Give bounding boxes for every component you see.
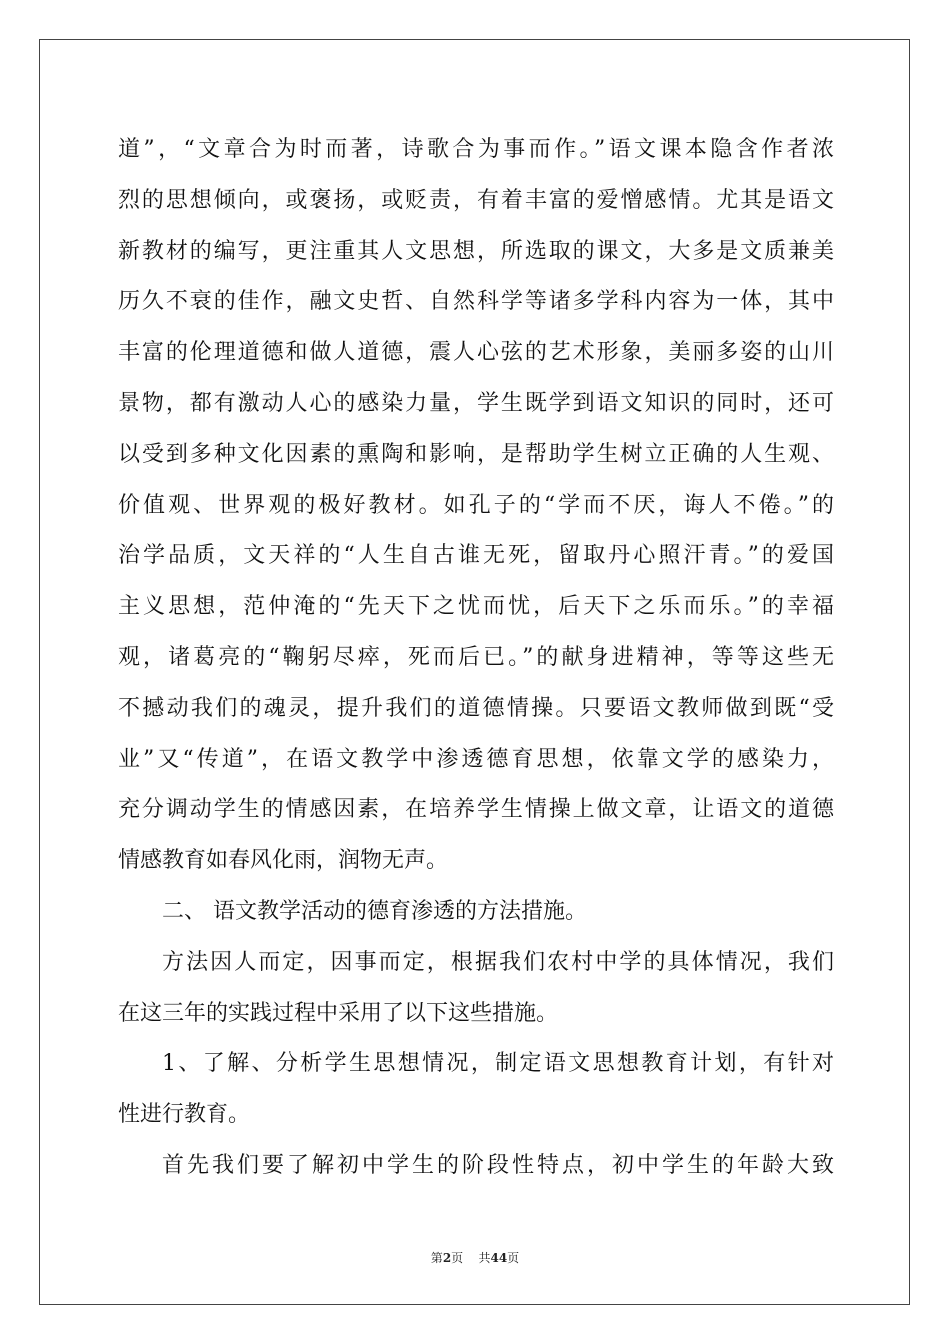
footer-gap — [463, 1251, 478, 1265]
text-line: 首先我们要了解初中学生的阶段性特点，初中学生的年龄大致 — [162, 1152, 834, 1178]
document-body — [118, 125, 834, 1192]
text-line: 主义思想，范仲淹的“先天下之忧而忧，后天下之乐而乐。”的幸福 — [118, 594, 834, 620]
text-line: 治学品质，文天祥的“人生自古谁无死，留取丹心照汗青。”的爱国 — [118, 543, 834, 569]
footer-total-pages: 44 — [490, 1251, 508, 1265]
text-line: 业”又“传道”，在语文教学中渗透德育思想，依靠文学的感染力， — [118, 746, 834, 772]
text-line: 在这三年的实践过程中采用了以下这些措施。 — [118, 1000, 559, 1026]
text-line: 1、了解、分析学生思想情况，制定语文思想教育计划，有针对 — [162, 1051, 834, 1077]
text-line: 价值观、世界观的极好教材。如孔子的“学而不厌，诲人不倦。”的 — [118, 492, 834, 518]
text-line: 二、 语文教学活动的德育渗透的方法措施。 — [162, 898, 587, 924]
footer-prefix: 第 — [430, 1251, 443, 1265]
page-footer — [0, 1249, 950, 1266]
footer-page-number: 2 — [442, 1251, 452, 1265]
text-line: 道”，“文章合为时而著，诗歌合为事而作。”语文课本隐含作者浓 — [118, 137, 834, 162]
text-line: 以受到多种文化因素的熏陶和影响，是帮助学生树立正确的人生观、 — [118, 441, 834, 467]
text-line: 丰富的伦理道德和做人道德，震人心弦的艺术形象，美丽多姿的山川 — [118, 340, 834, 366]
footer-page-unit: 页 — [451, 1251, 464, 1265]
text-line: 新教材的编写，更注重其人文思想，所选取的课文，大多是文质兼美 — [118, 238, 834, 264]
footer-total-unit: 页 — [507, 1251, 520, 1265]
text-line: 情感教育如春风化雨，润物无声。 — [118, 848, 449, 874]
text-line: 观，诸葛亮的“鞠躬尽瘁，死而后已。”的献身进精神，等等这些无 — [118, 644, 834, 670]
text-line: 烈的思想倾向，或褒扬，或贬责，有着丰富的爱憎感情。尤其是语文 — [118, 187, 834, 213]
text-line: 不撼动我们的魂灵，提升我们的道德情操。只要语文教师做到既“受 — [118, 695, 834, 721]
text-line: 方法因人而定，因事而定，根据我们农村中学的具体情况，我们 — [162, 949, 834, 975]
text-line: 历久不衰的佳作，融文史哲、自然科学等诸多学科内容为一体，其中 — [118, 289, 834, 315]
footer-total-prefix: 共 — [478, 1251, 491, 1265]
text-line: 性进行教育。 — [118, 1102, 251, 1128]
text-line: 充分调动学生的情感因素，在培养学生情操上做文章，让语文的道德 — [118, 797, 834, 823]
text-line: 景物，都有激动人心的感染力量，学生既学到语文知识的同时，还可 — [118, 390, 834, 416]
